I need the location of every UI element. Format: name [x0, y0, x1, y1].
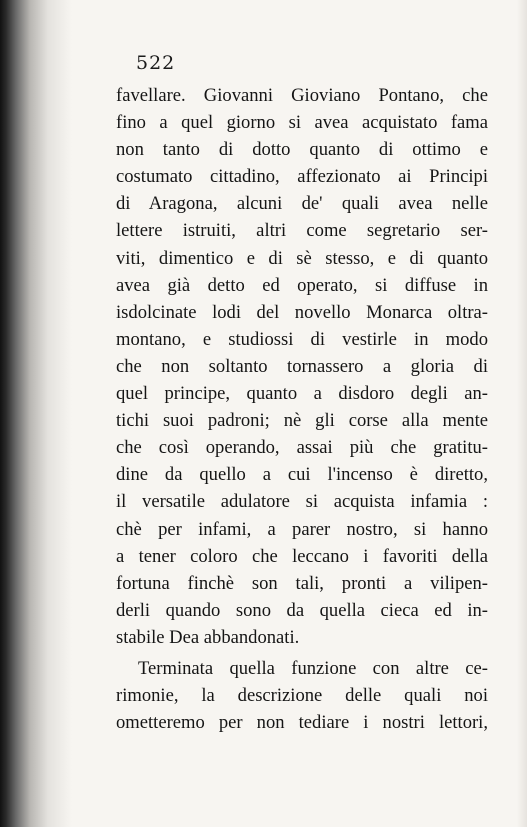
text-line: viti, dimentico e di sè stesso, e di quanto — [116, 247, 488, 269]
page-edge — [517, 0, 527, 827]
text-line: di Aragona, alcuni de' quali avea nelle — [116, 193, 488, 215]
text-line: isdolcinate lodi del novello Monarca oltra- — [116, 301, 488, 323]
text-line: dine da quello a cui l'incenso è diretto, — [116, 464, 488, 486]
text-line: ometteremo per non tediare i nostri lettori, — [116, 712, 488, 734]
text-line: a tener coloro che leccano i favoriti della — [116, 545, 488, 567]
text-line: montano, e studiossi di vestirle in modo — [116, 328, 488, 350]
page-number: 522 — [136, 52, 176, 74]
text-line: costumato cittadino, affezionato ai Principi — [116, 166, 488, 188]
body-text — [116, 82, 488, 736]
text-line: chè per infami, a parer nostro, si hanno — [116, 518, 488, 540]
text-line: Terminata quella funzione con altre ce- — [138, 657, 488, 679]
text-line: non tanto di dotto quanto di ottimo e — [116, 139, 488, 161]
spine-shadow — [0, 0, 72, 827]
paragraph-2 — [116, 655, 488, 736]
text-line: avea già detto ed operato, si diffuse in — [116, 274, 488, 296]
text-line: stabile Dea abbandonati. — [116, 626, 300, 648]
text-line: derli quando sono da quella cieca ed in- — [116, 599, 488, 621]
text-line: quel principe, quanto a disdoro degli an- — [116, 383, 488, 405]
text-line: fino a quel giorno si avea acquistato fama — [116, 112, 488, 134]
text-line: che così operando, assai più che gratitu- — [116, 437, 488, 459]
text-line: che non soltanto tornassero a gloria di — [116, 355, 488, 377]
text-line: fortuna finchè son tali, pronti a vilipen- — [116, 572, 488, 594]
text-line: tichi suoi padroni; nè gli corse alla mente — [116, 410, 488, 432]
text-line: lettere istruiti, altri come segretario ser- — [116, 220, 488, 242]
text-line: rimonie, la descrizione delle quali noi — [116, 685, 488, 707]
text-line: favellare. Giovanni Gioviano Pontano, che — [116, 85, 488, 106]
paragraph-1 — [116, 82, 488, 651]
text-line: il versatile adulatore si acquista infamia : — [116, 491, 488, 513]
